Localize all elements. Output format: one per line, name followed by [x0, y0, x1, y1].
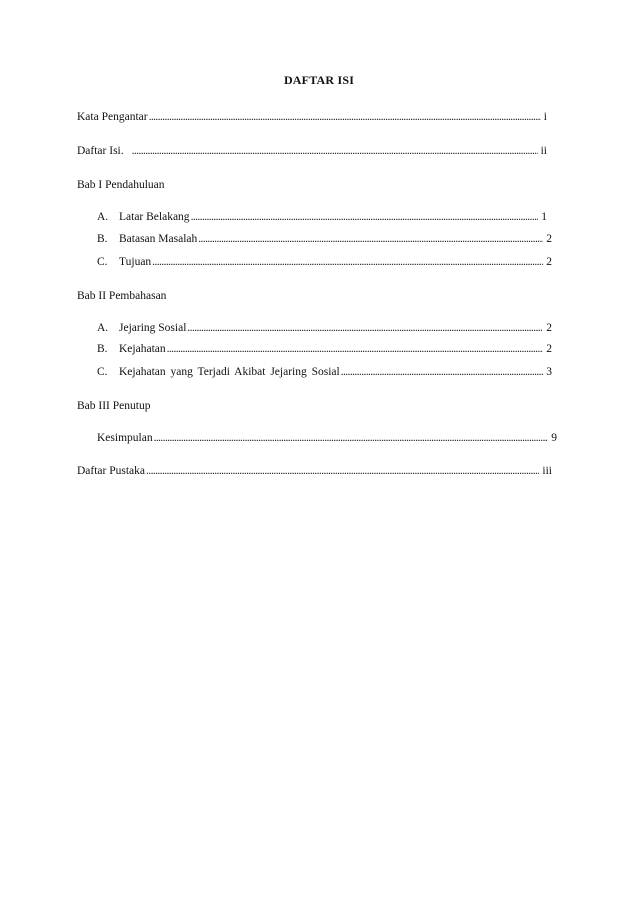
toc-entry-daftar-pustaka[interactable] — [77, 464, 552, 478]
toc-entry-batasan-masalah[interactable] — [97, 232, 552, 246]
page-title: DAFTAR ISI — [283, 73, 355, 87]
dot-leader — [198, 232, 543, 246]
toc-entry-label: Kata Pengantar — [77, 111, 148, 123]
toc-entry-label: Kesimpulan — [97, 432, 153, 444]
toc-entry-label: Jejaring Sosial — [119, 322, 187, 334]
toc-entry-jejaring-sosial[interactable] — [97, 321, 552, 335]
dot-leader — [187, 321, 543, 335]
toc-entry-label: Daftar Pustaka — [77, 465, 146, 477]
toc-entry-tujuan[interactable] — [97, 255, 552, 269]
toc-entry-kejahatan-jejaring-sosial[interactable] — [97, 365, 552, 379]
toc-entry-latar-belakang[interactable] — [97, 210, 547, 224]
toc-page-number: 2 — [546, 256, 552, 268]
dot-leader — [149, 110, 541, 124]
dot-leader — [152, 255, 543, 269]
toc-entry-kejahatan[interactable] — [97, 342, 552, 356]
toc-page-number: iii — [542, 465, 552, 477]
list-marker: A. — [97, 322, 109, 334]
chapter-heading-bab-3: Bab III Penutup — [77, 400, 151, 412]
toc-entry-label: Tujuan — [119, 256, 152, 268]
list-marker: C. — [97, 366, 108, 378]
toc-page-number: 2 — [546, 322, 552, 334]
list-marker: B. — [97, 343, 108, 355]
toc-entry-label: Latar Belakang — [119, 211, 190, 223]
toc-entry-kesimpulan[interactable] — [97, 431, 557, 445]
toc-entry-kata-pengantar[interactable] — [77, 110, 547, 124]
chapter-heading-bab-2: Bab II Pembahasan — [77, 290, 167, 302]
dot-leader — [191, 210, 539, 224]
toc-page-number: 3 — [546, 366, 552, 378]
dot-leader — [154, 431, 549, 445]
chapter-heading-bab-1: Bab I Pendahuluan — [77, 179, 165, 191]
toc-entry-label: Kejahatan — [119, 343, 166, 355]
dot-leader — [146, 464, 539, 478]
toc-page-number: 1 — [541, 211, 547, 223]
toc-page-number: 2 — [546, 343, 552, 355]
toc-page-number: 9 — [551, 432, 557, 444]
list-marker: B. — [97, 233, 108, 245]
list-marker: A. — [97, 211, 109, 223]
toc-page-number: i — [543, 111, 547, 123]
toc-entry-label: Daftar Isi. — [77, 145, 124, 157]
toc-page-number: ii — [540, 145, 547, 157]
list-marker: C. — [97, 256, 108, 268]
toc-entry-daftar-isi[interactable] — [77, 144, 547, 158]
dot-leader — [167, 342, 544, 356]
toc-entry-label: Kejahatan yang Terjadi Akibat Jejaring Sosial — [119, 366, 340, 378]
dot-leader — [341, 365, 544, 379]
toc-entry-label: Batasan Masalah — [119, 233, 198, 245]
toc-page-number: 2 — [546, 233, 552, 245]
dot-leader — [132, 144, 538, 158]
